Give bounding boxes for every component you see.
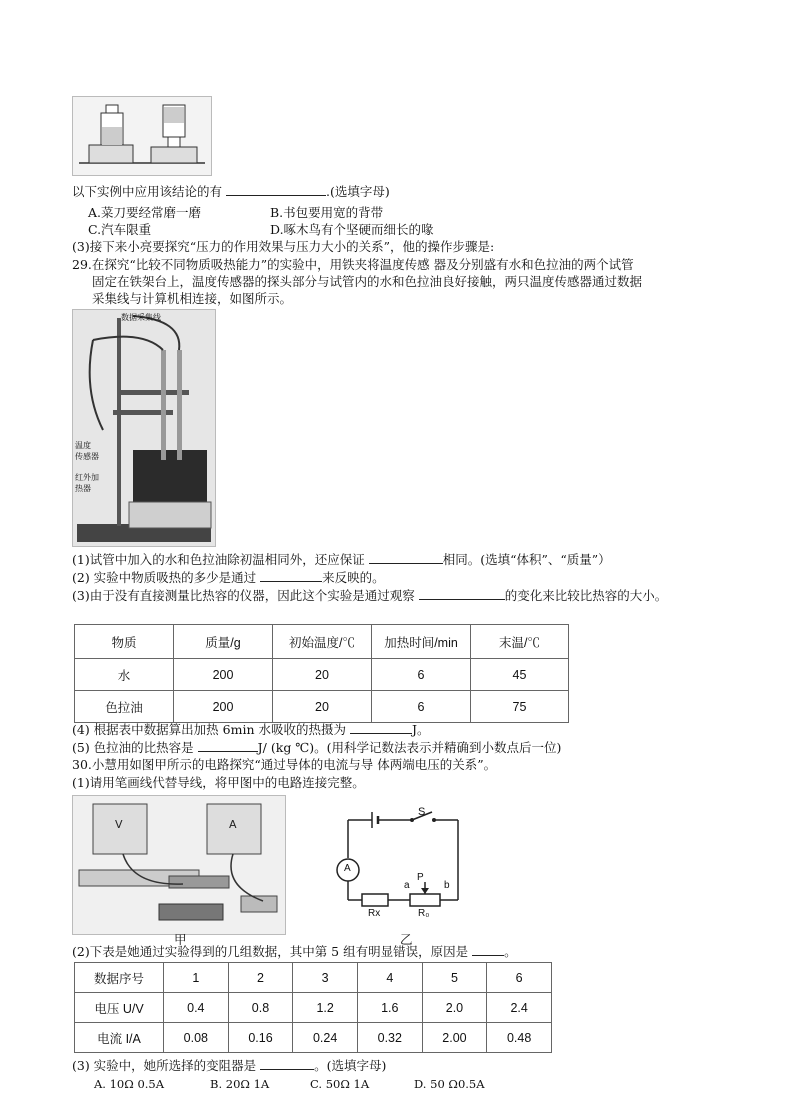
q30-option-d[interactable]: D. 50 Ω0.5A bbox=[414, 1077, 485, 1091]
apparatus-jia-illustration bbox=[73, 796, 285, 934]
heating-apparatus-figure bbox=[72, 309, 216, 547]
fig-label-heater: 热器 bbox=[75, 484, 91, 493]
fig-label-data-line: 数据采集线 bbox=[121, 313, 161, 322]
q29-stem-line1: 29.在探究“比较不同物质吸热能力”的实验中，用铁夹将温度传感 器及分别盛有水和色拉油的两个试管 bbox=[72, 257, 634, 272]
answer-blank[interactable] bbox=[226, 183, 326, 196]
fig-label-infrared: 红外加 bbox=[75, 473, 99, 482]
q28-apply-line bbox=[72, 183, 390, 200]
ammeter-label: A bbox=[344, 863, 351, 874]
q28-option-d[interactable]: D.啄木鸟有个坚硬而细长的喙 bbox=[270, 222, 434, 237]
circuit-data-table bbox=[74, 962, 552, 1053]
q28-option-a[interactable]: A.菜刀要经常磨一磨 bbox=[88, 205, 202, 220]
q28-apply-prompt: 以下实例中应用该结论的有 bbox=[72, 184, 223, 199]
heat-data-table bbox=[74, 624, 569, 723]
bottles-on-sponge-figure bbox=[72, 96, 212, 176]
rx-label: Rx bbox=[368, 908, 381, 919]
answer-blank[interactable] bbox=[369, 551, 443, 564]
fig-label-temp: 温度 bbox=[75, 441, 91, 450]
q30-q3: (3) 实验中，她所选择的变阻器是 。(选填字母) bbox=[72, 1058, 387, 1073]
answer-blank[interactable] bbox=[419, 587, 505, 600]
answer-blank[interactable] bbox=[198, 739, 258, 752]
q29-q3: (3)由于没有直接测量比热容的仪器，因此这个实验是通过观察 的变化来比较比热容的大小。 bbox=[72, 588, 668, 603]
apparatus-illustration bbox=[73, 310, 215, 546]
q29-q4: (4) 根据表中数据算出加热 6min 水吸收的热摄为 J。 bbox=[72, 722, 430, 737]
terminal-a-label: a bbox=[404, 880, 410, 891]
figure-jia-label: 甲 bbox=[174, 932, 187, 947]
figure-yi-label: 乙 bbox=[400, 932, 413, 947]
table-row: 水 200 20 6 45 bbox=[75, 659, 569, 691]
answer-blank[interactable] bbox=[260, 569, 322, 582]
q30-option-a[interactable]: A. 10Ω 0.5A bbox=[94, 1077, 165, 1091]
bottles-illustration bbox=[73, 97, 211, 175]
q30-option-b[interactable]: B. 20Ω 1A bbox=[210, 1077, 270, 1091]
q28-option-b[interactable]: B.书包要用宽的背带 bbox=[270, 205, 384, 220]
circuit-diagram bbox=[328, 808, 476, 938]
q30-q1: (1)请用笔画线代替导线，将甲图中的电路连接完整。 bbox=[72, 775, 365, 790]
q28-option-c[interactable]: C.汽车限重 bbox=[88, 222, 152, 237]
table-row: 电压 U/V 0.4 0.8 1.2 1.6 2.0 2.4 bbox=[75, 993, 552, 1023]
table-row: 色拉油 200 20 6 75 bbox=[75, 691, 569, 723]
r0-label: R₀ bbox=[418, 908, 430, 919]
slider-p-label: P bbox=[417, 872, 424, 883]
q29-q1: (1)试管中加入的水和色拉油除初温相同外，还应保证 相同。(选填“体积”、“质量”） bbox=[72, 552, 611, 567]
q30-option-c[interactable]: C. 50Ω 1A bbox=[310, 1077, 370, 1091]
q29-stem-line2: 固定在铁架台上，温度传感器的探头部分与试管内的水和色拉油良好接触，两只温度传感器通过数据 bbox=[92, 274, 643, 289]
q30-q2: (2)下表是她通过实验得到的几组数据，其中第 5 组有明显错误，原因是 。 bbox=[72, 944, 517, 959]
switch-label: S bbox=[418, 806, 426, 818]
fig-label-sensor: 传感器 bbox=[75, 452, 99, 461]
table-row: 电流 I/A 0.08 0.16 0.24 0.32 2.00 0.48 bbox=[75, 1023, 552, 1053]
q30-stem: 30.小慧用如图甲所示的电路探究“通过导体的电流与导 体两端电压的关系”。 bbox=[72, 757, 497, 772]
q29-stem-line3: 采集线与计算机相连接，如图所示。 bbox=[92, 291, 293, 306]
q28-apply-suffix: .(选填字母) bbox=[326, 184, 390, 199]
q28-part3: (3)接下来小亮要探究“压力的作用效果与压力大小的关系”，他的操作步骤是: bbox=[72, 239, 495, 254]
q29-q5: (5) 色拉油的比热容是 J/ (kg ℃)。(用科学记数法表示并精确到小数点后一位) bbox=[72, 740, 562, 755]
answer-blank[interactable] bbox=[260, 1057, 314, 1070]
q29-q2: (2) 实验中物质吸热的多少是通过 来反映的。 bbox=[72, 570, 385, 585]
circuit-apparatus-figure bbox=[72, 795, 286, 935]
terminal-b-label: b bbox=[444, 880, 450, 891]
answer-blank[interactable] bbox=[350, 721, 412, 734]
svg-text:V: V bbox=[115, 818, 123, 831]
svg-text:A: A bbox=[229, 818, 237, 831]
table-header-row: 物质 质量/g 初始温度/℃ 加热时间/min 末温/℃ bbox=[75, 625, 569, 659]
answer-blank[interactable] bbox=[472, 943, 504, 956]
table-header-row: 数据序号 1 2 3 4 5 6 bbox=[75, 963, 552, 993]
